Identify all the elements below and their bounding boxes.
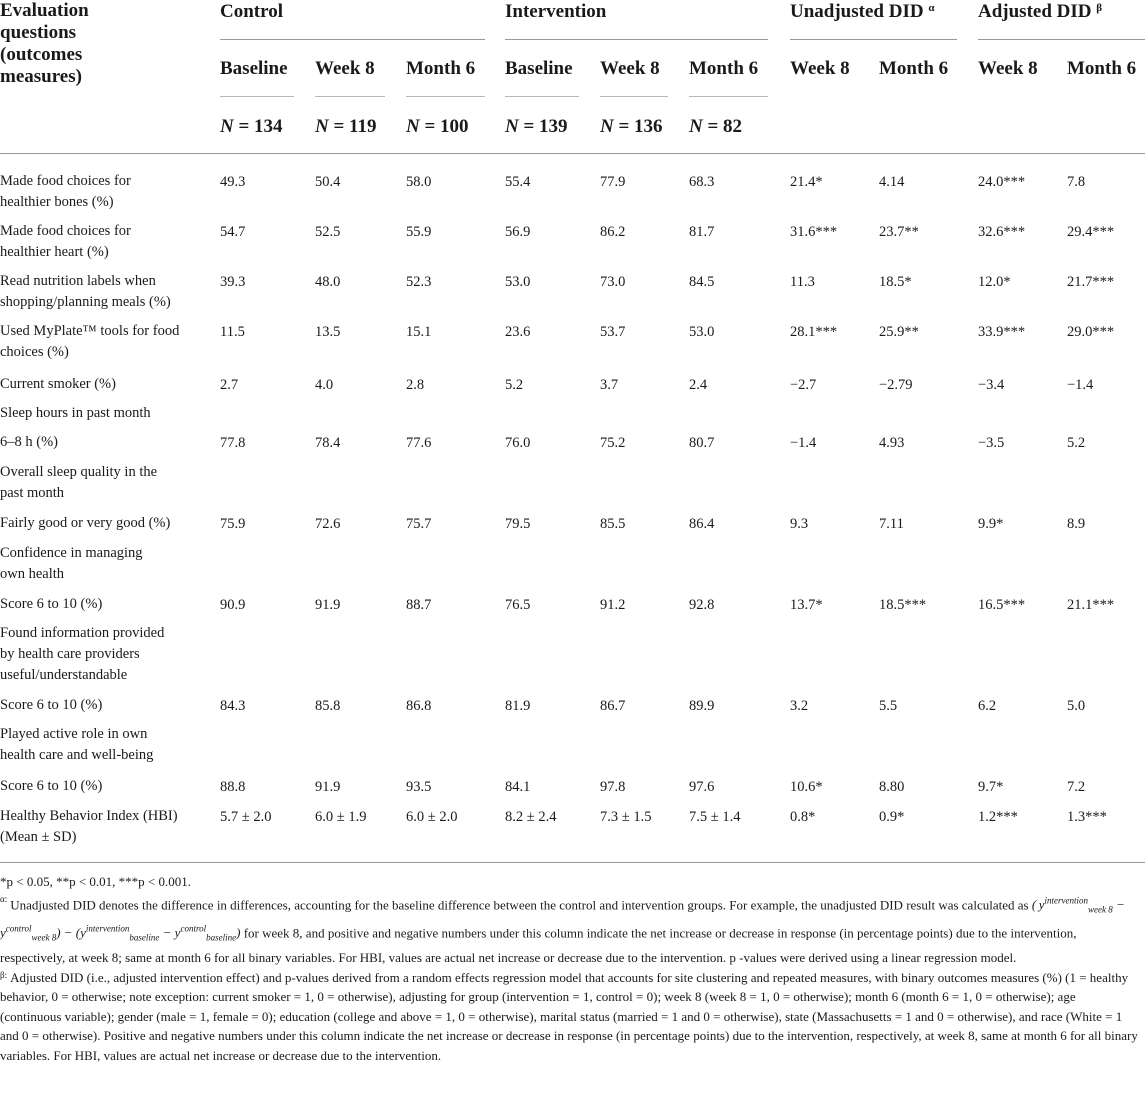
table-cell: 16.5*** — [978, 597, 1026, 613]
table-cell: 11.3 — [790, 274, 815, 290]
row-label-line: Found information provided — [0, 625, 165, 641]
table-cell: 86.8 — [406, 698, 432, 714]
table-cell: 75.7 — [406, 516, 432, 532]
unadjusted-group-rule — [790, 39, 957, 40]
table-cell: 55.4 — [505, 174, 531, 190]
sample-size — [505, 116, 568, 138]
subheader-rule — [220, 96, 294, 97]
table-cell: 84.1 — [505, 779, 531, 795]
subheader-rule — [600, 96, 668, 97]
table-cell: 10.6* — [790, 779, 823, 795]
table-cell: 21.4* — [790, 174, 823, 190]
row-label-line: Sleep hours in past month — [0, 405, 151, 421]
table-cell: 53.0 — [689, 324, 715, 340]
evaluation-questions-header — [0, 0, 200, 88]
beta-footnote-marker: β: — [0, 969, 8, 980]
beta-superscript: β — [1096, 2, 1103, 14]
row-label — [0, 403, 151, 424]
eval-header-line: measures) — [0, 66, 82, 87]
table-cell: 88.7 — [406, 597, 432, 613]
table-cell: 86.2 — [600, 224, 626, 240]
did-formula: ( $y^{intervention}_{week 8} - y^{control}_{week 8}) - (y^{intervention}_{baseline} - y^{control}_{baseline})$ — [0, 895, 1125, 943]
table-cell: 91.2 — [600, 597, 626, 613]
table-cell: 18.5* — [879, 274, 912, 290]
table-cell: 8.2 ± 2.4 — [505, 809, 557, 825]
alpha-footnote-text-b: for week 8, and positive and negative numbers under this column indicate the net increase or decrease in response (in percentage points) due to the intervention, respectively, at week 8; same at month 6 for all binary variables. For HBI, values are actual net increase or decrease due to the intervention. p -values were derived using a linear regression model. — [0, 925, 1077, 966]
subheader-rule — [505, 96, 579, 97]
table-cell: 25.9** — [879, 324, 919, 340]
subheader-unadjusted: Week 8 — [790, 58, 850, 79]
table-cell: 52.3 — [406, 274, 432, 290]
beta-footnote — [0, 968, 1140, 1066]
table-cell: 89.9 — [689, 698, 715, 714]
table-cell: 4.0 — [315, 377, 334, 393]
table-cell: 8.9 — [1067, 516, 1086, 532]
table-cell: 23.7** — [879, 224, 919, 240]
table-cell: 81.7 — [689, 224, 715, 240]
beta-footnote-text: Adjusted DID (i.e., adjusted intervention effect) and p-values derived from a random effects regression model that accounts for site clustering and repeated measures, with binary outcomes measures (%) (1 = healthy behavior, 0 = otherwise; note exception: current smoker = 1, 0 = otherwise), adjusting for group (intervention = 1, control = 0); week 8 (week 8 = 1, 0 = otherwise); month 6 (month 6 = 1, 0 = otherwise); age (continuous variable); gender (male = 1, female = 0); education (college and above = 1, 0 = otherwise), marital status (married = 1 and 0 = otherwise), state (Massachusetts = 1 and 0 = otherwise), and race (White = 1 and 0 = otherwise). Positive and negative numbers under this column indicate the net increase or decrease in response (in percentage points) due to the intervention, respectively, at week 8, same at month 6 for all binary variables. For HBI, values are actual net increase or decrease due to the intervention. — [0, 969, 1138, 1063]
table-cell: 33.9*** — [978, 324, 1026, 340]
row-label-line: past month — [0, 485, 65, 501]
table-cell: −3.5 — [978, 435, 1005, 451]
table-cell: 53.7 — [600, 324, 626, 340]
table-cell: 88.8 — [220, 779, 246, 795]
table-cell: 5.2 — [1067, 435, 1086, 451]
unadjusted-did-label: Unadjusted DID — [790, 1, 924, 22]
alpha-superscript: α — [928, 2, 935, 14]
subheader-intervention: Month 6 — [689, 58, 759, 79]
table-cell: 9.3 — [790, 516, 809, 532]
table-cell: 5.2 — [505, 377, 524, 393]
row-label-line: healthier heart (%) — [0, 244, 109, 260]
alpha-footnote-marker: α: — [0, 893, 8, 904]
table-cell: 4.93 — [879, 435, 905, 451]
table-cell: 7.3 ± 1.5 — [600, 809, 652, 825]
table-cell: 9.9* — [978, 516, 1004, 532]
table-cell: 6.2 — [978, 698, 997, 714]
table-cell: 78.4 — [315, 435, 341, 451]
table-cell: 55.9 — [406, 224, 432, 240]
row-label — [0, 623, 164, 686]
row-label — [0, 271, 171, 313]
table-cell: 97.8 — [600, 779, 626, 795]
eval-header-line: Evaluation — [0, 0, 89, 21]
subheader-control: Baseline — [220, 58, 288, 79]
sample-size-symbol: N — [689, 116, 703, 137]
table-cell: 54.7 — [220, 224, 246, 240]
table-cell: 48.0 — [315, 274, 341, 290]
table-cell: 80.7 — [689, 435, 715, 451]
table-cell: 86.4 — [689, 516, 715, 532]
row-label-line: Made food choices for — [0, 223, 131, 239]
header-bottom-rule — [0, 153, 1145, 154]
table-cell: 79.5 — [505, 516, 531, 532]
table-cell: 5.5 — [879, 698, 898, 714]
table-cell: 77.6 — [406, 435, 432, 451]
row-label-line: useful/understandable — [0, 667, 128, 683]
row-label — [0, 321, 179, 363]
table-cell: 49.3 — [220, 174, 246, 190]
sample-size — [689, 116, 742, 138]
table-cell: 86.7 — [600, 698, 626, 714]
row-label — [0, 374, 116, 395]
table-cell: 76.0 — [505, 435, 531, 451]
row-label — [0, 806, 178, 848]
table-cell: 97.6 — [689, 779, 715, 795]
subheader-adjusted: Month 6 — [1067, 58, 1137, 79]
table-footnotes — [0, 872, 1140, 1065]
table-cell: 84.3 — [220, 698, 246, 714]
table-cell: 12.0* — [978, 274, 1011, 290]
table-cell: 73.0 — [600, 274, 626, 290]
sample-size-symbol: N — [600, 116, 614, 137]
row-label-line: by health care providers — [0, 646, 140, 662]
table-cell: 2.8 — [406, 377, 425, 393]
table-cell: 2.4 — [689, 377, 708, 393]
row-label-line: Overall sleep quality in the — [0, 464, 158, 480]
p-value-text: *p < 0.05, **p < 0.01, ***p < 0.001. — [0, 874, 191, 889]
sample-size — [315, 116, 377, 138]
row-label — [0, 594, 102, 615]
sample-size-value: = 139 — [523, 116, 568, 137]
table-cell: −3.4 — [978, 377, 1005, 393]
table-cell: 11.5 — [220, 324, 245, 340]
subheader-rule — [315, 96, 385, 97]
eval-header-line: questions — [0, 22, 77, 43]
row-label — [0, 695, 102, 716]
table-cell: −2.79 — [879, 377, 913, 393]
row-label-line: shopping/planning meals (%) — [0, 294, 171, 310]
sample-size-symbol: N — [406, 116, 420, 137]
table-cell: 68.3 — [689, 174, 715, 190]
table-cell: 0.9* — [879, 809, 905, 825]
sample-size-symbol: N — [315, 116, 329, 137]
intervention-group-rule — [505, 39, 768, 40]
table-cell: 1.2*** — [978, 809, 1018, 825]
table-cell: 9.7* — [978, 779, 1004, 795]
table-cell: −1.4 — [1067, 377, 1094, 393]
table-cell: 77.9 — [600, 174, 626, 190]
row-label — [0, 543, 143, 585]
table-cell: 7.11 — [879, 516, 904, 532]
table-cell: 6.0 ± 2.0 — [406, 809, 458, 825]
table-cell: 52.5 — [315, 224, 341, 240]
table-cell: 39.3 — [220, 274, 246, 290]
row-label-line: healthier bones (%) — [0, 194, 114, 210]
row-label — [0, 724, 153, 766]
row-label — [0, 776, 102, 797]
table-cell: 29.4*** — [1067, 224, 1115, 240]
table-cell: 5.7 ± 2.0 — [220, 809, 272, 825]
sample-size-value: = 119 — [333, 116, 377, 137]
table-cell: 13.5 — [315, 324, 341, 340]
table-cell: 91.9 — [315, 779, 341, 795]
table-cell: 56.9 — [505, 224, 531, 240]
sample-size-symbol: N — [505, 116, 519, 137]
table-cell: 85.5 — [600, 516, 626, 532]
table-cell: 3.2 — [790, 698, 809, 714]
control-group-rule — [220, 39, 485, 40]
sample-size — [600, 116, 663, 138]
adjusted-group-rule — [978, 39, 1145, 40]
row-label-line: Made food choices for — [0, 173, 131, 189]
table-cell: 50.4 — [315, 174, 341, 190]
table-cell: 58.0 — [406, 174, 432, 190]
row-label-line: Score 6 to 10 (%) — [0, 697, 103, 713]
sample-size — [220, 116, 283, 138]
row-label-line: Played active role in own — [0, 726, 148, 742]
alpha-footnote — [0, 892, 1140, 968]
unadjusted-did-header — [790, 1, 937, 23]
table-cell: 3.7 — [600, 377, 619, 393]
subheader-rule — [689, 96, 768, 97]
subheader-rule — [406, 96, 485, 97]
adjusted-did-label: Adjusted DID — [978, 1, 1092, 22]
table-cell: 90.9 — [220, 597, 246, 613]
table-cell: 29.0*** — [1067, 324, 1115, 340]
row-label-line: Score 6 to 10 (%) — [0, 596, 103, 612]
subheader-control: Week 8 — [315, 58, 375, 79]
sample-size-value: = 82 — [707, 116, 743, 137]
sample-size-value: = 134 — [238, 116, 283, 137]
row-label-line: health care and well-being — [0, 747, 154, 763]
adjusted-did-header — [978, 1, 1105, 23]
row-label-line: own health — [0, 566, 65, 582]
row-label — [0, 432, 58, 453]
table-cell: −2.7 — [790, 377, 817, 393]
row-label-line: Confidence in managing — [0, 545, 143, 561]
intervention-group-header: Intervention — [505, 1, 607, 22]
alpha-footnote-text-a: Unadjusted DID denotes the difference in differences, accounting for the baseline difference between the control and intervention groups. For example, the unadjusted DID result was calculated as — [10, 896, 1029, 912]
row-label — [0, 171, 131, 213]
table-cell: 28.1*** — [790, 324, 838, 340]
row-label-line: Healthy Behavior Index (HBI) — [0, 808, 178, 824]
table-cell: 93.5 — [406, 779, 432, 795]
table-cell: 7.2 — [1067, 779, 1086, 795]
sample-size-value: = 136 — [618, 116, 663, 137]
table-cell: 2.7 — [220, 377, 239, 393]
row-label — [0, 462, 157, 504]
table-cell: 4.14 — [879, 174, 905, 190]
table-cell: 72.6 — [315, 516, 341, 532]
eval-header-line: (outcomes — [0, 44, 83, 65]
row-label — [0, 221, 131, 263]
sample-size-symbol: N — [220, 116, 234, 137]
table-cell: 13.7* — [790, 597, 823, 613]
subheader-control: Month 6 — [406, 58, 476, 79]
table-cell: 21.7*** — [1067, 274, 1115, 290]
row-label-line: Used MyPlate™ tools for food — [0, 323, 180, 339]
table-cell: 23.6 — [505, 324, 531, 340]
row-label-line: 6–8 h (%) — [0, 434, 58, 450]
table-cell: 75.9 — [220, 516, 246, 532]
sample-size-value: = 100 — [424, 116, 469, 137]
table-cell: 91.9 — [315, 597, 341, 613]
row-label-line: Current smoker (%) — [0, 376, 116, 392]
table-cell: −1.4 — [790, 435, 817, 451]
table-cell: 1.3*** — [1067, 809, 1107, 825]
table-cell: 15.1 — [406, 324, 432, 340]
table-cell: 5.0 — [1067, 698, 1086, 714]
table-cell: 85.8 — [315, 698, 341, 714]
table-cell: 0.8* — [790, 809, 816, 825]
table-cell: 84.5 — [689, 274, 715, 290]
subheader-intervention: Week 8 — [600, 58, 660, 79]
table-cell: 76.5 — [505, 597, 531, 613]
subheader-adjusted: Week 8 — [978, 58, 1038, 79]
subheader-unadjusted: Month 6 — [879, 58, 949, 79]
control-group-header: Control — [220, 1, 283, 22]
table-cell: 18.5*** — [879, 597, 927, 613]
table-cell: 31.6*** — [790, 224, 838, 240]
row-label-line: choices (%) — [0, 344, 69, 360]
table-cell: 75.2 — [600, 435, 626, 451]
row-label-line: (Mean ± SD) — [0, 829, 77, 845]
table-cell: 21.1*** — [1067, 597, 1115, 613]
row-label-line: Read nutrition labels when — [0, 273, 156, 289]
table-cell: 92.8 — [689, 597, 715, 613]
table-cell: 7.5 ± 1.4 — [689, 809, 741, 825]
table-cell: 6.0 ± 1.9 — [315, 809, 367, 825]
table-cell: 77.8 — [220, 435, 246, 451]
table-cell: 7.8 — [1067, 174, 1086, 190]
subheader-intervention: Baseline — [505, 58, 573, 79]
row-label-line: Score 6 to 10 (%) — [0, 778, 103, 794]
table-cell: 53.0 — [505, 274, 531, 290]
table-cell: 32.6*** — [978, 224, 1026, 240]
table-cell: 24.0*** — [978, 174, 1026, 190]
table-cell: 81.9 — [505, 698, 531, 714]
sample-size — [406, 116, 469, 138]
table-bottom-rule — [0, 862, 1145, 863]
table-cell: 8.80 — [879, 779, 905, 795]
row-label-line: Fairly good or very good (%) — [0, 515, 171, 531]
row-label — [0, 513, 170, 534]
p-value-footnote — [0, 872, 1140, 892]
